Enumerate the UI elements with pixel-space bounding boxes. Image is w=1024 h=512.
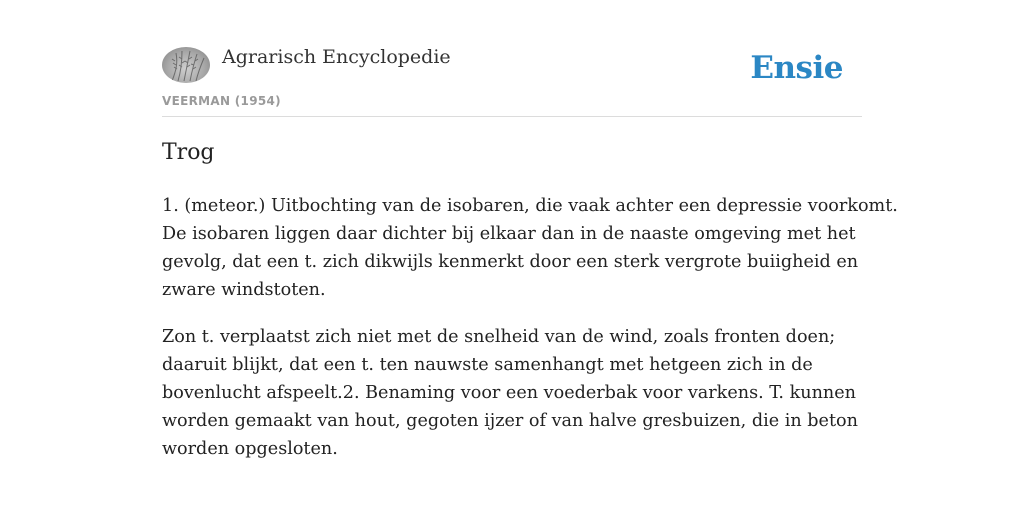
paragraph-2 xyxy=(162,323,862,463)
paragraph-line: Zon t. verplaatst zich niet met de snelheid van de wind, zoals fronten doen; xyxy=(162,327,836,347)
paragraph-line: worden opgesloten. xyxy=(162,439,338,459)
paragraph-line: De isobaren liggen daar dichter bij elkaar dan in de naaste omgeving met het xyxy=(162,224,856,244)
paragraph-line: zware windstoten. xyxy=(162,280,326,300)
paragraph-line: bovenlucht afspeelt.2. Benaming voor een voederbak voor varkens. T. kunnen xyxy=(162,383,857,403)
entry-body xyxy=(162,192,898,482)
source-author: VEERMAN (1954) xyxy=(162,94,281,108)
paragraph-line: daaruit blijkt, dat een t. ten nauwste samenhangt met hetgeen zich in de xyxy=(162,355,813,375)
ensie-logo-link[interactable]: Ensie xyxy=(750,50,843,86)
source-title[interactable]: Agrarisch Encyclopedie xyxy=(222,46,451,68)
source-header xyxy=(162,44,862,117)
paragraph-line: worden gemaakt van hout, gegoten ijzer of van halve gresbuizen, die in beton xyxy=(162,411,858,431)
paragraph-1 xyxy=(162,192,898,304)
wheat-ears-icon[interactable] xyxy=(162,47,210,83)
paragraph-line: 1. (meteor.) Uitbochting van de isobaren, die vaak achter een depressie voorkomt. xyxy=(162,196,898,216)
entry-title: Trog xyxy=(162,140,215,165)
paragraph-line: gevolg, dat een t. zich dikwijls kenmerkt door een sterk vergrote buiigheid en xyxy=(162,252,859,272)
